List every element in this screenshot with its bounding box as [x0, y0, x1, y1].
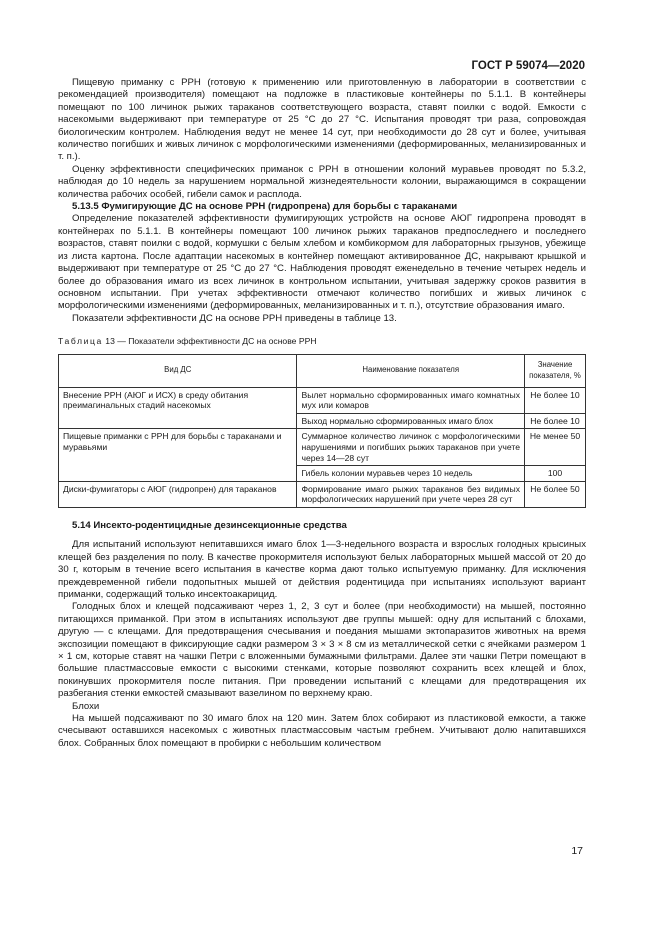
page-content	[58, 77, 586, 750]
cell-value: Не более 10	[525, 413, 586, 429]
header-type: Вид ДС	[59, 354, 297, 387]
paragraph-ant-colonies: Оценку эффективности специфических приманок с РРН в отношении колоний муравьев проводят по 5.3.2, наблюдая до 10 недель за нарушением нормальной жизнедеятельности колонии, выражающимся в сокращении количества рабочих особей, гибели самок и расплода.	[58, 163, 586, 200]
table-caption-text: 13 — Показатели эффективности ДС на основе РРН	[102, 336, 317, 347]
paragraph-subheading-fleas: Блохи	[72, 700, 100, 712]
cell-type: Пищевые приманки с РРН для борьбы с тараканами и муравьями	[59, 429, 297, 481]
cell-indicator: Суммарное количество личинок с морфологическими нарушениями и погибших рыжих тараканов при учете через 14—28 сут	[297, 429, 525, 466]
paragraph-fleas-procedure: На мышей подсаживают по 30 имаго блох на 120 мин. Затем блох собирают из пластиковой емкости, а также счесывают оставшихся насекомых с животных пластмассовым частым гребнем. Учитывают долю напитавшихся блох. Собранных блох помещают в пробирки с небольшим количеством	[58, 712, 586, 749]
paragraph-fumigation-testing: Определение показателей эффективности фумигирующих устройств на основе АЮГ гидропрена проводят в контейнерах по 5.1.1. В контейнеры помещают 100 личинок рыжих тараканов предпоследнего и последнего возрастов, ставят поилки с водой, кормушки с белым хлебом и комбикормом для лабораторных грызунов, убежище из листа картона. После адаптации насекомых в контейнер помещают активированное ДС, накрывают крышкой и выдерживают при температуре от 25 °С до 27 °С. Наблюдения проводят еженедельно в течение четырех недель и более до образования имаго из всех личинок в контрольном испытании, учитывая задержку сроков развития в основном испытании. При учетах эффективности отмечают количество погибших и живых личинок с морфологическими изменениями (деформированных, меланизированных и т. п.), отсутствие образования имаго.	[58, 213, 586, 312]
paragraph-test-subjects: Для испытаний используют непитавшихся имаго блох 1—3-недельного возраста и взрослых голодных крысиных клещей без разделения по полу. В качестве прокормителя используют белых лабораторных мышей массой от 20 до 30 г, которым в течение всего испытания в качестве корма дают только испытуемую приманку. Для исключения преждевременной гибели подопытных мышей от действия родентицида при испытаниях используют вариант приманки, содержащий только инсектоакарицид.	[58, 539, 586, 600]
paragraph-table-reference: Показатели эффективности ДС на основе РРН приведены в таблице 13.	[72, 312, 397, 324]
section-heading-5-14: 5.14 Инсекто-родентицидные дезинсекционные средства	[72, 519, 347, 531]
cell-value: Не менее 50	[525, 429, 586, 466]
cell-value: 100	[525, 466, 586, 482]
cell-indicator: Вылет нормально сформированных имаго комнатных мух или комаров	[297, 387, 525, 413]
table-header-row	[59, 354, 586, 387]
table-row	[59, 481, 586, 507]
efficiency-table	[58, 354, 586, 508]
header-indicator: Наименование показателя	[297, 354, 525, 387]
table-row	[59, 429, 586, 466]
table-caption	[58, 335, 586, 347]
cell-value: Не более 10	[525, 387, 586, 413]
header-value: Значение показателя, %	[525, 354, 586, 387]
paragraph-test-procedure: Голодных блох и клещей подсаживают через 1, 2, 3 сут и более (при необходимости) на мышей, постоянно питающихся приманкой. При этом в испытаниях используют две группы мышей: одну для испытаний с блохами, другую — с клещами. Для предотвращения счесывания и поедания мышами эктопаразитов животных на время экспозиции помещают в фиксирующие садки размером 3 × 3 × 8 см из металлической сетки с ячейками размером 1 × 1 см, которые ставят на чашки Петри с вложенными бумажными фильтрами. Далее эти чашки Петри помещают в большие пластмассовые емкости с высокими стенками, которые позволяют сохранить всех клещей и блох, покинувших прокормителя после питания. При проведении испытаний с клещами для предотвращения их разбегания стенки емкостей смазывают вазелином по верхнему краю.	[58, 601, 586, 700]
page-number: 17	[571, 845, 583, 857]
section-heading-5-13-5: 5.13.5 Фумигирующие ДС на основе РРН (гидропрена) для борьбы с тараканами	[72, 201, 458, 213]
cell-indicator: Выход нормально сформированных имаго блох	[297, 413, 525, 429]
table-row	[59, 387, 586, 413]
paragraph-bait-testing: Пищевую приманку с РРН (готовую к применению или приготовленную в лаборатории в соответствии с рекомендацией производителя) помещают на подложке в пластиковые контейнеры по 5.1.1. В контейнеры помещают по 100 личинок рыжих тараканов соответствующего возраста, ставят поилки с водой. Емкости с насекомыми выдерживают при температуре от 25 °С до 27 °С. Испытания проводят три раза, сопровождая биологическим контролем. Наблюдения ведут не менее 14 сут, при необходимости до 28 сут и более, учитывая количество погибших и живых личинок с морфологическими изменениями (деформированных, меланизированных и т. п.).	[58, 77, 586, 163]
table-caption-prefix: Таблица	[58, 336, 103, 347]
cell-type: Внесение РРН (АЮГ и ИСХ) в среду обитания преимагинальных стадий насекомых	[59, 387, 297, 429]
cell-indicator: Гибель колонии муравьев через 10 недель	[297, 466, 525, 482]
cell-type: Диски-фумигаторы с АЮГ (гидропрен) для тараканов	[59, 481, 297, 507]
cell-value: Не более 50	[525, 481, 586, 507]
cell-indicator: Формирование имаго рыжих тараканов без видимых морфологических нарушений при учете через 28 сут	[297, 481, 525, 507]
document-code-header: ГОСТ Р 59074—2020	[471, 60, 585, 72]
